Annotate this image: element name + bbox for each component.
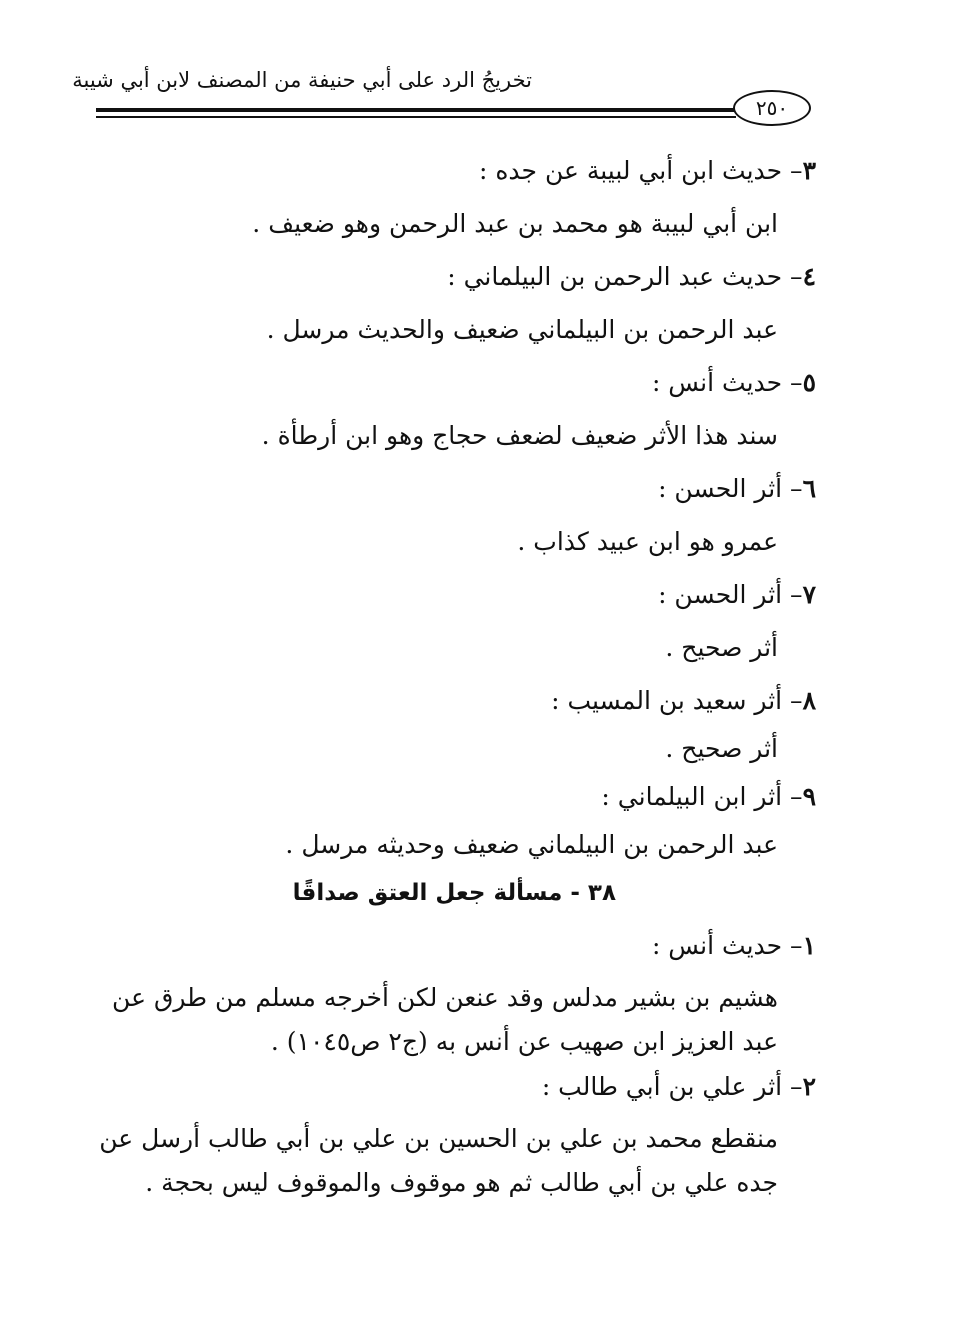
header-rule-thick	[96, 108, 736, 112]
entry-label: – حديث ابن أبي لبيبة عن جده :	[478, 156, 803, 185]
page-body	[96, 148, 816, 1205]
entry-4-text: عبد الرحمن بن البيلماني ضعيف والحديث مرسل .	[266, 315, 778, 344]
entry-label: – أثر سعيد بن المسيب :	[551, 686, 803, 715]
entry-8-text: أثر صحيح .	[665, 734, 778, 763]
entry-number: ٣	[802, 156, 816, 185]
header-rule-thin	[96, 116, 736, 118]
entry-5-heading	[96, 360, 816, 413]
entry-7-text: أثر صحيح .	[665, 633, 778, 662]
entry-number: ٦	[802, 474, 816, 503]
entry-number: ٩	[802, 782, 816, 811]
entry-number: ٨	[802, 686, 816, 715]
entry-number: ٢	[802, 1072, 816, 1101]
page-number-badge: ٢٥٠	[733, 90, 811, 126]
entry-label: – أثر ابن البيلماني :	[601, 782, 803, 811]
entry-8-heading	[96, 678, 816, 726]
entry-label: – أثر الحسن :	[658, 474, 803, 503]
entry-6-text: عمرو هو ابن عبيد كذاب .	[517, 527, 778, 556]
entry-4-heading	[96, 254, 816, 307]
entry-label: – أثر الحسن :	[658, 580, 803, 609]
entry-3-heading	[96, 148, 816, 201]
entry-number: ١	[802, 931, 816, 960]
entry-label: – حديث أنس :	[651, 931, 803, 960]
section-entry-2-heading	[96, 1064, 816, 1117]
section-entry-1-heading	[96, 923, 816, 976]
entry-5-text: سند هذا الأثر ضعيف لضعف حجاج وهو ابن أرطأة .	[261, 421, 778, 450]
entry-9-heading	[96, 774, 816, 822]
running-header-title: تخريجُ الرد على أبي حنيفة من المصنف لابن أبي شيبة	[72, 68, 532, 92]
section-heading: ٣٨ - مسألة جعل العتق صداقًا	[292, 880, 616, 906]
section-entry-1-text: هشيم بن بشير مدلس وقد عنعن لكن أخرجه مسلم من طرق عن عبد العزيز ابن صهيب عن أنس به (ج٢ ص١٠٤٥) .	[112, 983, 778, 1056]
entry-3-text: ابن أبي لبيبة هو محمد بن عبد الرحمن وهو ضعيف .	[252, 209, 778, 238]
section-entry-2-text: منقطع محمد بن علي بن الحسين بن علي بن أبي طالب أرسل عن جده علي بن أبي طالب ثم هو موقوف والموقوف ليس بحجة .	[99, 1124, 778, 1197]
entry-number: ٤	[802, 262, 816, 291]
entry-7-heading	[96, 572, 816, 625]
entry-label: – حديث عبد الرحمن بن البيلماني :	[447, 262, 803, 291]
entry-number: ٥	[802, 368, 816, 397]
entry-label: – أثر علي بن أبي طالب :	[541, 1072, 803, 1101]
entry-9-text: عبد الرحمن بن البيلماني ضعيف وحديثه مرسل .	[285, 830, 778, 859]
entry-6-heading	[96, 466, 816, 519]
entry-label: – حديث أنس :	[651, 368, 803, 397]
entry-number: ٧	[802, 580, 816, 609]
